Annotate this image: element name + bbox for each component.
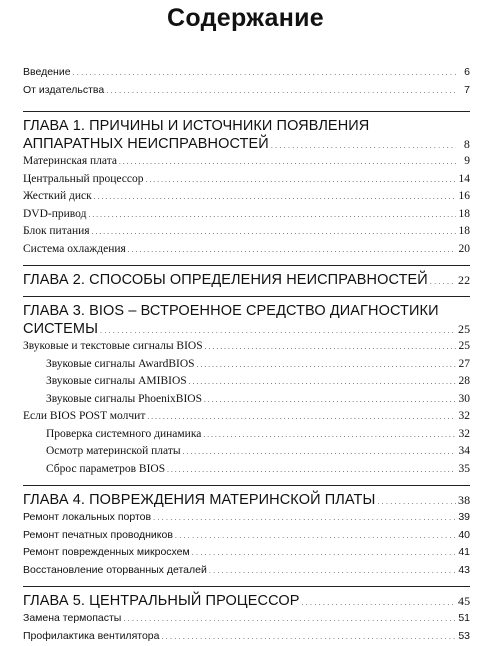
chapter-title-line: ГЛАВА 5. ЦЕНТРАЛЬНЫЙ ПРОЦЕССОР	[23, 592, 299, 610]
chapter-2-heading[interactable]	[23, 271, 470, 289]
dot-leader	[106, 82, 456, 101]
toc-page-number: 53	[458, 628, 470, 646]
toc-page-number: 30	[458, 391, 470, 409]
toc-entry-power-supply[interactable]	[23, 223, 470, 241]
toc-entry-label: Восстановление оторванных деталей	[23, 562, 207, 580]
toc-entry-label: Материнская плата	[23, 153, 117, 171]
toc-page-number: 38	[458, 491, 470, 509]
toc-page-number: 41	[458, 544, 470, 562]
toc-entry-label: Ремонт локальных портов	[23, 509, 151, 527]
section-divider	[23, 485, 470, 486]
toc-page-number: 9	[458, 153, 470, 171]
toc-entry-motherboard[interactable]	[23, 153, 470, 171]
dot-leader	[92, 223, 456, 242]
dot-leader	[119, 153, 456, 172]
toc-entry-cpu[interactable]	[23, 171, 470, 189]
toc-page-number: 34	[458, 443, 470, 461]
toc-entry-post-silent[interactable]	[23, 408, 470, 426]
toc-entry-local-ports[interactable]	[23, 509, 470, 527]
toc-page-number: 20	[458, 241, 470, 259]
toc-entry-hard-disk[interactable]	[23, 188, 470, 206]
dot-leader	[204, 391, 456, 410]
dot-leader	[205, 338, 456, 357]
toc-page-number: 18	[458, 206, 470, 224]
toc-entry-damaged-chips[interactable]	[23, 544, 470, 562]
toc-entry-label: Замена термопасты	[23, 610, 121, 628]
toc-entry-speaker-check[interactable]	[23, 426, 470, 444]
chapter-title-line: АППАРАТНЫХ НЕИСПРАВНОСТЕЙ	[23, 135, 269, 153]
toc-entry-label: Блок питания	[23, 223, 90, 241]
dot-leader	[203, 426, 456, 445]
toc-page-number: 32	[458, 408, 470, 426]
dot-leader	[161, 628, 456, 646]
toc-entry-dvd-drive[interactable]	[23, 206, 470, 224]
toc-page-number: 51	[458, 610, 470, 628]
dot-leader	[94, 188, 456, 207]
toc-entry-label: Проверка системного динамика	[23, 426, 201, 444]
table-of-contents	[23, 64, 470, 645]
chapter-title-line: СИСТЕМЫ	[23, 320, 98, 338]
chapter-title-line: ГЛАВА 1. ПРИЧИНЫ И ИСТОЧНИКИ ПОЯВЛЕНИЯ	[23, 117, 470, 135]
chapter-3-heading[interactable]	[23, 302, 470, 338]
toc-entry-introduction[interactable]	[23, 64, 470, 82]
toc-page-number: 43	[458, 562, 470, 580]
toc-entry-label: От издательства	[23, 82, 104, 100]
dot-leader	[147, 408, 456, 427]
toc-entry-label: Звуковые сигналы AwardBIOS	[23, 356, 195, 374]
toc-page-number: 8	[458, 135, 470, 153]
dot-leader	[209, 562, 456, 581]
toc-entry-label: Сброс параметров BIOS	[23, 461, 165, 479]
toc-page-number: 35	[458, 461, 470, 479]
toc-entry-label: Звуковые сигналы PhoenixBIOS	[23, 391, 202, 409]
toc-page-number: 28	[458, 373, 470, 391]
page-title: Содержание	[0, 4, 491, 33]
toc-page-number: 22	[458, 271, 470, 289]
chapter-5-heading[interactable]	[23, 592, 470, 610]
dot-leader	[175, 527, 456, 546]
dot-leader	[192, 544, 456, 563]
chapter-1-heading[interactable]	[23, 117, 470, 153]
section-divider	[23, 586, 470, 587]
toc-entry-label: Звуковые сигналы AMIBIOS	[23, 373, 187, 391]
toc-entry-fan-maintenance[interactable]	[23, 628, 470, 646]
section-divider	[23, 111, 470, 112]
toc-entry-from-publisher[interactable]	[23, 82, 470, 100]
dot-leader	[146, 171, 457, 190]
toc-entry-label: Осмотр материнской платы	[23, 443, 181, 461]
dot-leader	[128, 241, 456, 260]
toc-entry-label: DVD-привод	[23, 206, 86, 224]
toc-page-number: 16	[458, 188, 470, 206]
toc-page-number: 32	[458, 426, 470, 444]
toc-entry-phoenix-bios[interactable]	[23, 391, 470, 409]
toc-entry-printed-traces[interactable]	[23, 527, 470, 545]
toc-entry-label: Звуковые и текстовые сигналы BIOS	[23, 338, 203, 356]
toc-page-number: 45	[458, 592, 470, 610]
toc-entry-bios-reset[interactable]	[23, 461, 470, 479]
toc-page-number: 25	[458, 320, 470, 338]
dot-leader	[189, 373, 456, 392]
toc-entry-ami-bios[interactable]	[23, 373, 470, 391]
chapter-title-line: ГЛАВА 4. ПОВРЕЖДЕНИЯ МАТЕРИНСКОЙ ПЛАТЫ	[23, 491, 375, 509]
chapter-title-line: ГЛАВА 3. BIOS – ВСТРОЕННОЕ СРЕДСТВО ДИАГНОСТИКИ	[23, 302, 470, 320]
toc-entry-label: Ремонт печатных проводников	[23, 527, 173, 545]
toc-entry-label: Ремонт поврежденных микросхем	[23, 544, 190, 562]
dot-leader	[73, 64, 456, 83]
toc-entry-label: Центральный процессор	[23, 171, 144, 189]
toc-page-number: 18	[458, 223, 470, 241]
toc-entry-detached-parts[interactable]	[23, 562, 470, 580]
toc-entry-thermal-paste[interactable]	[23, 610, 470, 628]
dot-leader	[430, 271, 456, 292]
dot-leader	[183, 443, 456, 462]
dot-leader	[167, 461, 456, 480]
toc-page-number: 39	[458, 509, 470, 527]
dot-leader	[153, 509, 456, 528]
toc-page-number: 25	[458, 338, 470, 356]
toc-page-number: 40	[458, 527, 470, 545]
dot-leader	[88, 206, 456, 225]
section-divider	[23, 265, 470, 266]
toc-entry-label: Введение	[23, 64, 71, 82]
toc-entry-award-bios[interactable]	[23, 356, 470, 374]
chapter-4-heading[interactable]	[23, 491, 470, 509]
toc-page-number: 27	[458, 356, 470, 374]
chapter-title-line: ГЛАВА 2. СПОСОБЫ ОПРЕДЕЛЕНИЯ НЕИСПРАВНОСТЕЙ	[23, 271, 428, 289]
dot-leader	[197, 356, 456, 375]
toc-page-number: 7	[458, 82, 470, 100]
toc-entry-label: Система охлаждения	[23, 241, 126, 259]
toc-entry-label: Если BIOS POST молчит	[23, 408, 145, 426]
toc-page-number: 6	[458, 64, 470, 82]
toc-entry-label: Жесткий диск	[23, 188, 92, 206]
dot-leader	[123, 610, 456, 629]
toc-entry-cooling-system[interactable]	[23, 241, 470, 259]
section-divider	[23, 296, 470, 297]
toc-page-number: 14	[458, 171, 470, 189]
toc-entry-label: Профилактика вентилятора	[23, 628, 159, 646]
toc-entry-beep-codes[interactable]	[23, 338, 470, 356]
toc-entry-board-inspection[interactable]	[23, 443, 470, 461]
